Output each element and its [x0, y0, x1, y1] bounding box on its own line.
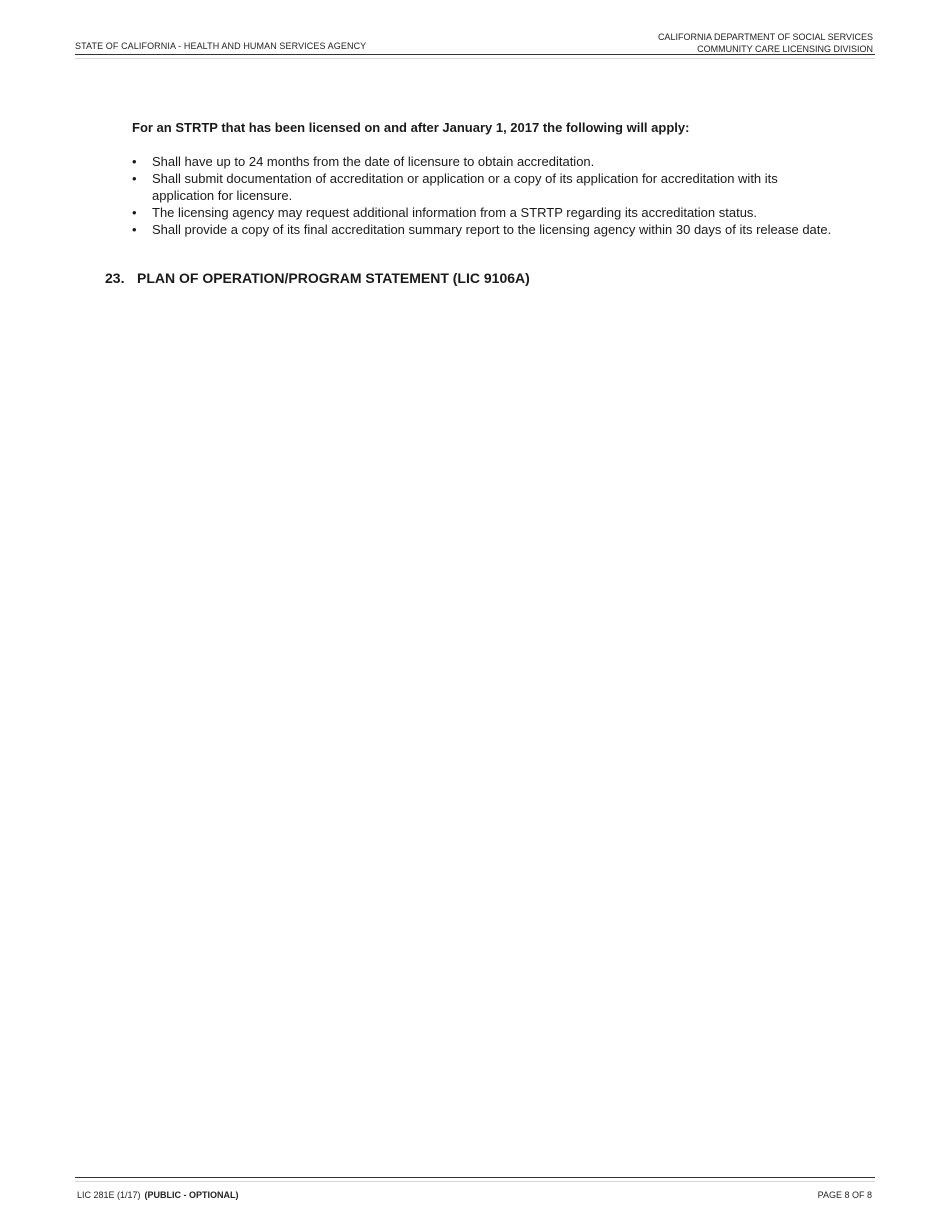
form-number: LIC 281E (1/17)	[77, 1190, 141, 1200]
list-item-text: Shall submit documentation of accreditation or application or a copy of its application for accreditation with its application for licensure.	[152, 171, 778, 203]
footer-rule-light	[75, 1181, 875, 1182]
list-item-text: Shall provide a copy of its final accreditation summary report to the licensing agency within 30 days of its release date.	[152, 222, 832, 237]
header-rule-light	[75, 58, 875, 59]
list-item	[132, 204, 842, 221]
footer-form-id	[77, 1190, 239, 1200]
header-rule	[75, 54, 875, 55]
header-department	[658, 31, 873, 55]
intro-statement: For an STRTP that has been licensed on and after January 1, 2017 the following will apply:	[132, 120, 690, 135]
header-agency: STATE OF CALIFORNIA - HEALTH AND HUMAN SERVICES AGENCY	[75, 41, 367, 51]
bullet-icon: •	[132, 154, 137, 169]
form-tag: (PUBLIC - OPTIONAL)	[144, 1190, 239, 1200]
header-department-line1: CALIFORNIA DEPARTMENT OF SOCIAL SERVICES	[657, 32, 873, 42]
header-department-line2: COMMUNITY CARE LICENSING DIVISION	[697, 44, 873, 54]
bullet-icon: •	[132, 222, 137, 237]
list-item-text: The licensing agency may request additional information from a STRTP regarding its accreditation status.	[152, 205, 758, 220]
footer-rule	[75, 1177, 875, 1178]
requirements-list	[132, 153, 842, 238]
page-number: PAGE 8 OF 8	[817, 1190, 872, 1200]
list-item	[132, 221, 842, 238]
section-number: 23.	[105, 270, 125, 286]
section-title: PLAN OF OPERATION/PROGRAM STATEMENT (LIC 9106A)	[137, 270, 530, 286]
list-item	[132, 170, 842, 204]
list-item-text: Shall have up to 24 months from the date of licensure to obtain accreditation.	[152, 154, 595, 169]
list-item	[132, 153, 842, 170]
bullet-icon: •	[132, 171, 137, 186]
section-heading	[105, 270, 530, 286]
bullet-icon: •	[132, 205, 137, 220]
